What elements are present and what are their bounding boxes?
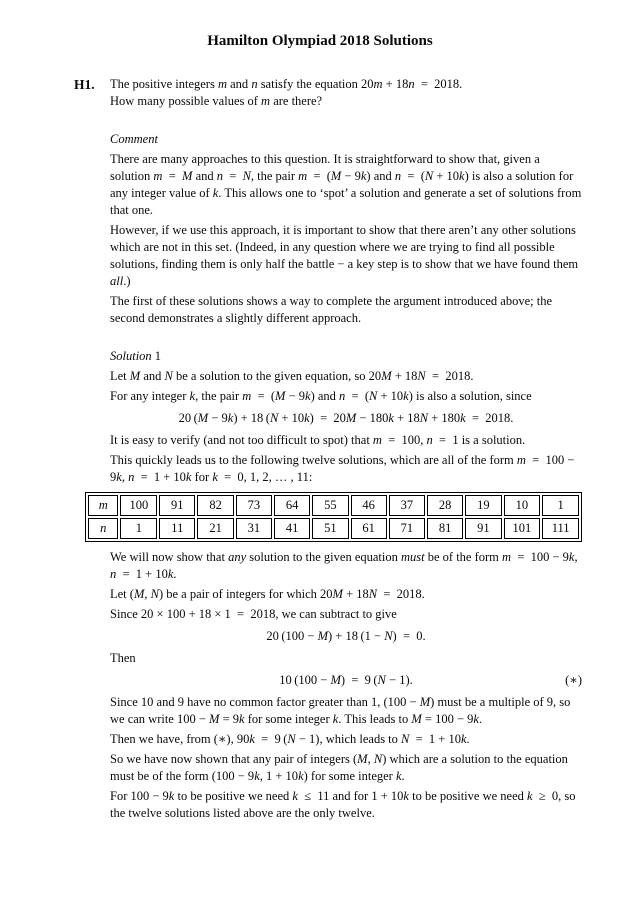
math-var: M: [332, 587, 343, 601]
math-var: M: [317, 629, 328, 643]
math-var: N: [424, 169, 434, 183]
table-cell: 64: [274, 495, 310, 516]
table-cell: 61: [351, 518, 387, 539]
math-var: k: [395, 769, 402, 783]
table-cell: 11: [159, 518, 195, 539]
table-cell: 101: [504, 518, 541, 539]
solution-heading: Solution 1: [110, 349, 162, 363]
math-var: n: [426, 433, 433, 447]
math-var: k: [227, 411, 234, 425]
math-var: M: [381, 369, 392, 383]
math-var: k: [239, 712, 245, 726]
math-var: m: [153, 169, 163, 183]
table-cell: 81: [427, 518, 463, 539]
text-column: [74, 76, 582, 822]
paragraph: We will now show that any solution to the given equation must be of the form m = 100 − 9k, n = 1 + 10k.: [110, 550, 578, 581]
paragraph: However, if we use this approach, it is important to show that there aren’t any other solutions which are not in this set. (Indeed, in any question where we are trying to find all possible solutions, finding them is only half the battle − a key step is to show that we have found them all.): [110, 223, 579, 288]
math-var: k: [168, 789, 175, 803]
math-var: k: [459, 169, 465, 183]
math-var: all: [110, 274, 124, 288]
table-cell: 100: [120, 495, 157, 516]
math-var: must: [401, 550, 425, 564]
math-var: M: [275, 389, 286, 403]
equation-body: 10 (100 − M) = 9 (N − 1).: [279, 673, 413, 687]
table-cell: 73: [236, 495, 272, 516]
table-cell: 51: [312, 518, 348, 539]
math-var: N: [368, 587, 378, 601]
math-var: N: [401, 732, 410, 746]
math-var: M: [330, 169, 342, 183]
equation: [110, 628, 582, 645]
table-row: [88, 495, 579, 516]
math-var: k: [212, 470, 218, 484]
math-var: k: [167, 567, 174, 581]
math-var: n: [408, 77, 415, 91]
math-var: k: [332, 712, 339, 726]
table-cell: 46: [351, 495, 387, 516]
math-var: m: [242, 389, 252, 403]
problem-statement: [110, 76, 582, 110]
math-var: M: [182, 169, 193, 183]
math-var: n: [216, 169, 223, 183]
math-var: M: [209, 712, 220, 726]
table-cell: 31: [236, 518, 272, 539]
paragraph: For any integer k, the pair m = (M − 9k) and n = (N + 10k) is also a solution, since: [110, 389, 532, 403]
solution-content: [98, 131, 582, 822]
table-cell: 91: [159, 495, 195, 516]
math-var: Solution: [110, 349, 152, 363]
math-var: n: [100, 521, 107, 535]
paragraph: For 100 − 9k to be positive we need k ≤ 11 and for 1 + 10k to be positive we need k ≥ 0, so the twelve solutions listed above are the only twelve.: [110, 789, 576, 820]
equation-body: 20 (M − 9k) + 18 (N + 10k) = 20M − 180k + 18N + 180k = 2018.: [178, 411, 514, 425]
math-var: N: [373, 752, 383, 766]
solutions-table: [85, 492, 582, 542]
math-var: N: [384, 629, 393, 643]
math-var: k: [254, 769, 260, 783]
comment-heading: [110, 131, 582, 148]
math-var: k: [212, 186, 219, 200]
equation: [110, 672, 582, 689]
paragraph: Let M and N be a solution to the given equation, so 20M + 18N = 2018.: [110, 369, 474, 383]
math-var: n: [128, 470, 135, 484]
math-var: N: [164, 369, 173, 383]
math-var: M: [345, 411, 357, 425]
math-var: k: [460, 732, 467, 746]
math-var: N: [150, 587, 159, 601]
math-var: N: [269, 411, 279, 425]
math-var: m: [502, 550, 512, 564]
math-var: m: [516, 453, 526, 467]
problem-line: How many possible values of m are there?: [110, 94, 323, 108]
table-cell: 111: [542, 518, 579, 539]
paragraph: There are many approaches to this question. It is straightforward to show that, given a solution m = M and n = N, the pair m = (M − 9k) and n = (N + 10k) is also a solution for any integer value of k. This allows one to ‘spot’ a solution and generate a set of solutions from that one.: [110, 152, 582, 217]
table-cell: 10: [504, 495, 541, 516]
paragraph: So we have now shown that any pair of integers (M, N) which are a solution to the equation must be of the form (100 − 9k, 1 + 10k) for some integer k.: [110, 752, 568, 783]
table-cell: 21: [197, 518, 233, 539]
math-var: N: [377, 673, 386, 687]
math-var: Comment: [110, 132, 158, 146]
math-var: M: [330, 673, 341, 687]
math-var: N: [242, 169, 251, 183]
math-var: k: [189, 389, 196, 403]
paragraph: It is easy to verify (and not too difficult to spot) that m = 100, n = 1 is a solution.: [110, 433, 526, 447]
problem-block: [74, 76, 582, 110]
paragraph: This quickly leads us to the following twelve solutions, which are all of the form m = 100 − 9k, n = 1 + 10k for k = 0, 1, 2, … , 11:: [110, 453, 575, 484]
math-var: M: [133, 587, 145, 601]
math-var: k: [473, 712, 479, 726]
math-var: k: [568, 550, 575, 564]
problem-number: H1.: [74, 77, 95, 92]
equation-body: 20 (100 − M) + 18 (1 − N) = 0.: [266, 629, 426, 643]
math-var: k: [403, 389, 409, 403]
math-var: M: [411, 712, 422, 726]
table-cell: 37: [389, 495, 425, 516]
math-var: k: [305, 389, 311, 403]
table-cell: 71: [389, 518, 425, 539]
math-var: k: [388, 411, 394, 425]
math-var: m: [217, 77, 227, 91]
equation-tag: (∗): [565, 673, 582, 687]
math-var: M: [129, 369, 141, 383]
math-var: k: [304, 411, 310, 425]
math-var: k: [460, 411, 466, 425]
table-cell: [88, 518, 118, 539]
table-row: [88, 518, 579, 539]
table-cell: 82: [197, 495, 233, 516]
math-var: N: [287, 732, 296, 746]
table-cell: 28: [427, 495, 463, 516]
equation: [110, 410, 582, 427]
math-var: M: [197, 411, 209, 425]
math-var: k: [116, 470, 122, 484]
math-var: m: [98, 498, 108, 512]
table-cell: 55: [312, 495, 348, 516]
paragraph: Let (M, N) be a pair of integers for which 20M + 18N = 2018.: [110, 587, 425, 601]
math-var: k: [360, 169, 367, 183]
table-cell: 1: [120, 518, 157, 539]
math-var: M: [357, 752, 368, 766]
table-cell: 41: [274, 518, 310, 539]
math-var: m: [372, 433, 382, 447]
math-var: k: [403, 789, 409, 803]
problem-line: The positive integers m and n satisfy the equation 20m + 18n = 2018.: [110, 77, 463, 91]
paragraph: Since 20 × 100 + 18 × 1 = 2018, we can subtract to give: [110, 607, 397, 621]
math-var: m: [261, 94, 271, 108]
table-cell: 19: [465, 495, 501, 516]
math-var: any: [228, 550, 247, 564]
paragraph: Since 10 and 9 have no common factor greater than 1, (100 − M) must be a multiple of 9, so we can write 100 − M = 9k for some integer k. This leads to M = 100 − 9k.: [110, 695, 571, 726]
math-var: N: [419, 411, 429, 425]
math-var: n: [251, 77, 258, 91]
math-var: m: [373, 77, 383, 91]
math-var: k: [527, 789, 533, 803]
math-var: k: [292, 789, 298, 803]
paragraph: The first of these solutions shows a way to complete the argument introduced above; the second demonstrates a slightly different approach.: [110, 294, 553, 325]
paragraph: Then: [110, 651, 136, 665]
table-cell: 91: [465, 518, 501, 539]
math-var: M: [419, 695, 431, 709]
table-cell: [88, 495, 118, 516]
math-var: k: [185, 470, 192, 484]
math-var: n: [339, 389, 346, 403]
paragraph: Then we have, from (∗), 90k = 9 (N − 1), which leads to N = 1 + 10k.: [110, 732, 470, 746]
math-var: n: [394, 169, 402, 183]
math-var: N: [369, 389, 378, 403]
math-var: N: [417, 369, 426, 383]
math-var: m: [298, 169, 308, 183]
table-cell: 1: [542, 495, 579, 516]
math-var: n: [110, 567, 117, 581]
math-var: k: [298, 769, 304, 783]
page-title: Hamilton Olympiad 2018 Solutions: [207, 33, 433, 49]
math-var: k: [249, 732, 255, 746]
